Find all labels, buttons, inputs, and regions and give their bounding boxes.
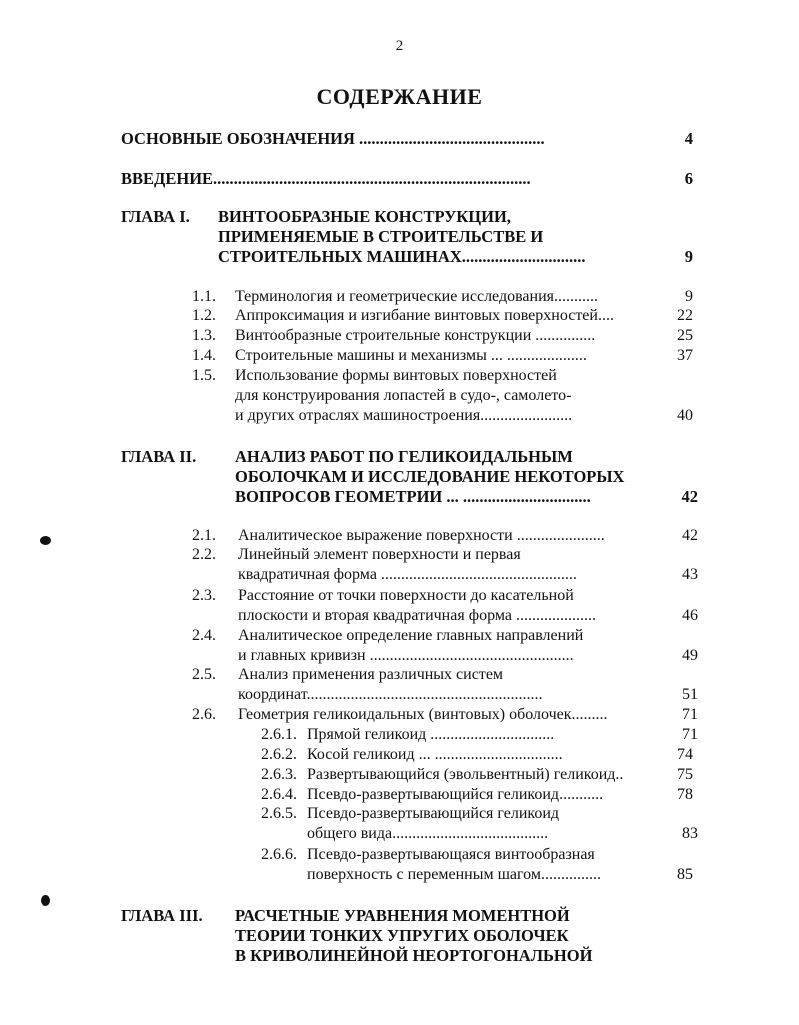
section-title: и главных кривизн ................................................... [238, 647, 574, 664]
subsection-number: 2.6.1. [261, 726, 297, 743]
subsection-title: поверхность с переменным шагом............... [307, 866, 601, 883]
section-title: Использование формы винтовых поверхностей [235, 367, 557, 384]
section-number: 1.5. [192, 367, 216, 384]
section-title: Анализ применения различных систем [238, 666, 504, 683]
subsection-page: 71 [682, 726, 698, 743]
chapter2-title-line: ОБОЛОЧКАМ И ИССЛЕДОВАНИЕ НЕКОТОРЫХ [235, 467, 625, 486]
section-title: Винтообразные строительные конструкции ............... [235, 327, 596, 344]
subsection-number: 2.6.4. [261, 786, 297, 803]
section-number: 2.5. [192, 666, 216, 683]
subsection-page: 83 [682, 825, 698, 842]
section-title: Терминология и геометрические исследования........... [235, 288, 599, 305]
section-number: 2.2. [192, 546, 216, 563]
section-title: Строительные машины и механизмы ... .................... [235, 347, 587, 364]
chapter2-title-line: ВОПРОСОВ ГЕОМЕТРИИ ... ............................... [235, 487, 591, 506]
section-title: плоскости и вторая квадратичная форма .................... [238, 607, 596, 624]
section-title: Аналитическое определение главных направлений [238, 627, 584, 644]
chapter1-title-line: ВИНТООБРАЗНЫЕ КОНСТРУКЦИИ, [218, 207, 511, 226]
section-number: 2.3. [192, 587, 216, 604]
chapter3-title-line: ТЕОРИИ ТОНКИХ УПРУГИХ ОБОЛОЧЕК [235, 926, 569, 945]
subsection-page: 74 [677, 746, 693, 763]
section-number: 1.2. [192, 307, 216, 324]
chapter3-title-line: В КРИВОЛИНЕЙНОЙ НЕОРТОГОНАЛЬНОЙ [235, 946, 593, 965]
scan-spot [40, 536, 51, 545]
chapter1-title-line: СТРОИТЕЛЬНЫХ МАШИНАХ.............................. [218, 247, 586, 266]
chapter2-label: ГЛАВА II. [121, 447, 197, 466]
section-page: 9 [685, 288, 693, 305]
chapter1-label: ГЛАВА I. [121, 207, 190, 226]
section-title: для конструирования лопастей в судо-, самолето- [235, 387, 572, 404]
section-title: и других отраслях машиностроения....................... [235, 407, 573, 424]
section-page: 40 [677, 407, 693, 424]
section-page: 43 [682, 566, 698, 583]
subsection-title: Прямой геликоид ............................... [307, 726, 555, 743]
subsection-page: 75 [677, 766, 693, 783]
section-title: квадратичная форма ................................................. [238, 566, 577, 583]
subsection-number: 2.6.5. [261, 805, 297, 822]
chapter1-title-line: ПРИМЕНЯЕМЫЕ В СТРОИТЕЛЬСТВЕ И [218, 227, 544, 246]
subsection-title: Псевдо-развертывающийся геликоид [307, 805, 560, 822]
toc-page-introduction: 6 [684, 169, 693, 188]
subsection-title: Псевдо-развертывающийся геликоид........... [307, 786, 604, 803]
chapter3-label: ГЛАВА III. [121, 906, 203, 925]
subsection-page: 78 [677, 786, 693, 803]
section-page: 25 [677, 327, 693, 344]
section-number: 2.4. [192, 627, 216, 644]
section-page: 49 [682, 647, 698, 664]
subsection-title: Развертывающийся (эвольвентный) геликоид.. [307, 766, 624, 783]
section-title: Линейный элемент поверхности и первая [238, 546, 521, 563]
section-title: Геометрия геликоидальных (винтовых) оболочек......... [238, 706, 608, 723]
toc-entry-notation: ОСНОВНЫЕ ОБОЗНАЧЕНИЯ ............................................. [121, 129, 545, 148]
page-title: СОДЕРЖАНИЕ [316, 84, 483, 109]
chapter2-title-line: АНАЛИЗ РАБОТ ПО ГЕЛИКОИДАЛЬНЫМ [235, 447, 573, 466]
section-page: 37 [677, 347, 693, 364]
subsection-title: общего вида....................................... [307, 825, 549, 842]
toc-page-notation: 4 [684, 129, 693, 148]
chapter2-page: 42 [681, 487, 698, 506]
section-page: 71 [682, 706, 698, 723]
section-title: Расстояние от точки поверхности до касательной [238, 587, 574, 604]
section-number: 1.1. [192, 288, 216, 305]
section-number: 1.3. [192, 327, 216, 344]
section-page: 22 [677, 307, 693, 324]
section-title: координат........................................................... [238, 686, 543, 703]
section-number: 2.1. [192, 527, 216, 544]
scan-spot [41, 895, 50, 906]
subsection-title: Псевдо-развертывающаяся винтообразная [307, 846, 595, 863]
chapter1-page: 9 [684, 247, 693, 266]
page-number: 2 [395, 38, 404, 54]
subsection-title: Косой геликоид ... ................................ [307, 746, 563, 763]
subsection-number: 2.6.2. [261, 746, 297, 763]
section-page: 51 [682, 686, 698, 703]
subsection-number: 2.6.6. [261, 846, 297, 863]
section-number: 1.4. [192, 347, 216, 364]
toc-entry-introduction: ВВЕДЕНИЕ............................................................................. [121, 169, 531, 188]
chapter3-title-line: РАСЧЕТНЫЕ УРАВНЕНИЯ МОМЕНТНОЙ [235, 906, 570, 925]
subsection-page: 85 [677, 866, 693, 883]
section-title: Аппроксимация и изгибание винтовых поверхностей.... [235, 307, 614, 324]
section-page: 42 [682, 527, 698, 544]
subsection-number: 2.6.3. [261, 766, 297, 783]
section-page: 46 [682, 607, 698, 624]
section-number: 2.6. [192, 706, 216, 723]
section-title: Аналитическое выражение поверхности ...................... [238, 527, 605, 544]
